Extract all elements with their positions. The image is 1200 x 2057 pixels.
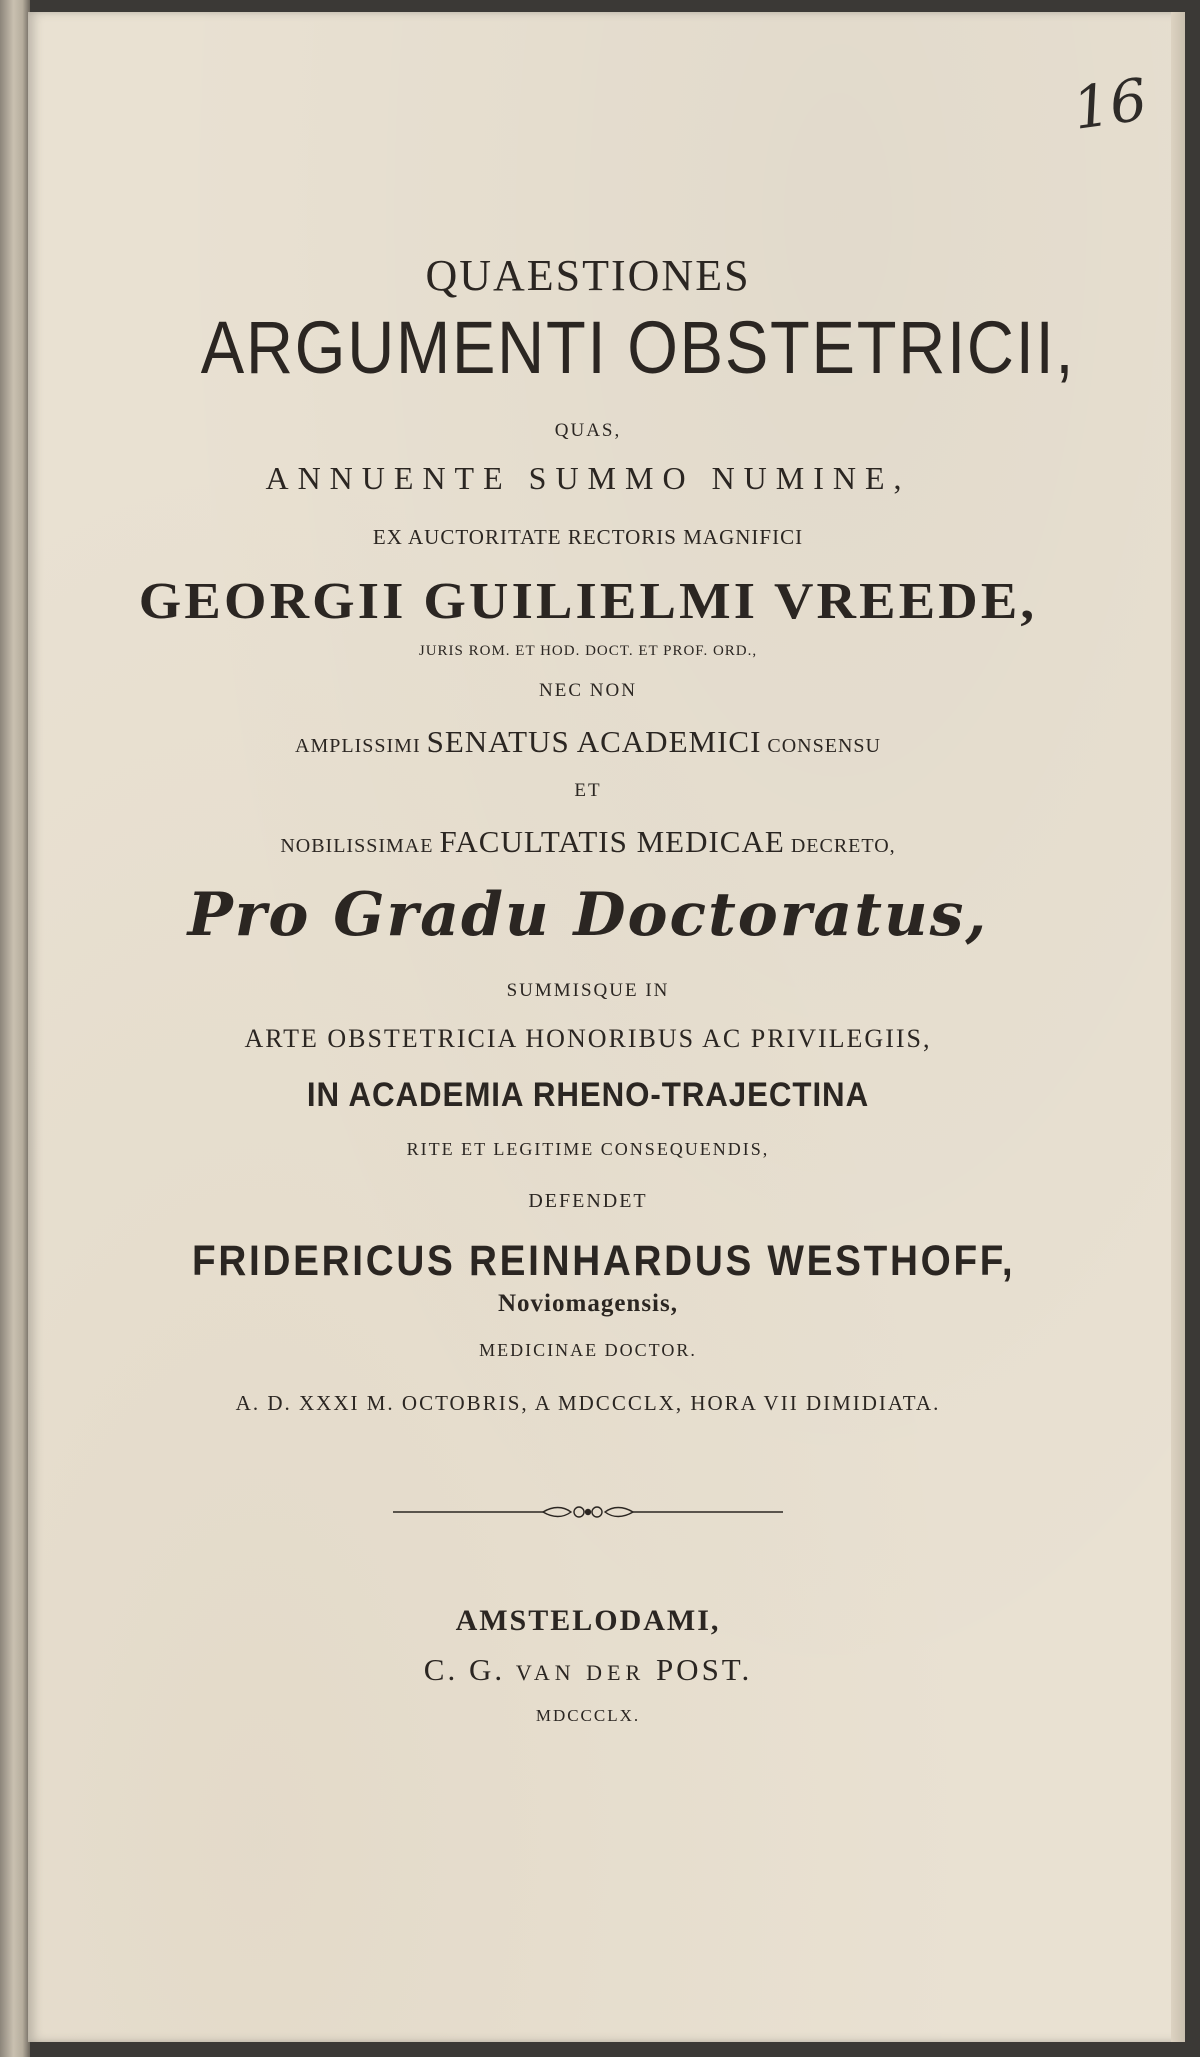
ornamental-rule (393, 1500, 783, 1524)
author-name: FRIDERICUS REINHARDUS WESTHOFF, (192, 1237, 1016, 1285)
defendet-line: DEFENDET (528, 1190, 648, 1212)
imprint-year: MDCCCLX. (535, 1706, 641, 1725)
facultatis-main: FACULTATIS MEDICAE (439, 824, 785, 859)
facultatis-pre: NOBILISSIMAE (280, 835, 434, 857)
imprint-city: AMSTELODAMI, (455, 1604, 721, 1637)
facultatis-line (148, 824, 1028, 860)
publisher-particle: VAN DER (515, 1660, 646, 1685)
ex-auctoritate-line: EX AUCTORITATE RECTORIS MAGNIFICI (372, 525, 804, 549)
page-edge-shadow (1171, 12, 1185, 2042)
defense-date: A. D. XXXI M. OCTOBRIS, A MDCCCLX, HORA VII DIMIDIATA. (235, 1391, 941, 1415)
arte-line: ARTE OBSTETRICIA HONORIBUS AC PRIVILEGIIS, (244, 1024, 932, 1053)
title-line-2: ARGUMENTI OBSTETRICII, (200, 306, 1076, 389)
facultatis-post: DECRETO, (790, 835, 896, 857)
title-page (28, 12, 1185, 2042)
academia-line: IN ACADEMIA RHENO-TRAJECTINA (306, 1076, 870, 1114)
nec-non-line: NEC NON (539, 680, 637, 701)
publisher-surname: POST. (655, 1652, 753, 1687)
adjacent-page-edge (0, 0, 30, 2057)
senatus-line (148, 724, 1028, 760)
rector-name: GEORGII GUILIELMI VREEDE, (138, 573, 1038, 630)
et-line: ET (574, 780, 602, 801)
rector-titles: JURIS ROM. ET HOD. DOCT. ET PROF. ORD., (418, 643, 758, 659)
senatus-main: SENATUS ACADEMICI (426, 724, 762, 759)
senatus-pre: AMPLISSIMI (295, 735, 421, 757)
summisque-line: SUMMISQUE IN (506, 980, 670, 1001)
annuente-line: ANNUENTE SUMMO NUMINE, (265, 460, 911, 496)
quas-line: QUAS, (554, 420, 622, 441)
gothic-degree-phrase: Pro Gradu Doctoratus, (187, 880, 989, 950)
imprint-publisher (148, 1652, 1028, 1688)
publisher-initials: C. G. (423, 1652, 506, 1687)
title-page-text (138, 232, 1076, 1726)
rite-line: RITE ET LEGITIME CONSEQUENDIS, (406, 1139, 770, 1159)
author-degree: MEDICINAE DOCTOR. (479, 1340, 697, 1360)
senatus-post: CONSENSU (767, 735, 881, 757)
author-origin: Noviomagensis, (498, 1290, 678, 1317)
handwritten-folio-number: 16 (1068, 65, 1152, 143)
title-line-1: QUAESTIONES (425, 251, 751, 300)
